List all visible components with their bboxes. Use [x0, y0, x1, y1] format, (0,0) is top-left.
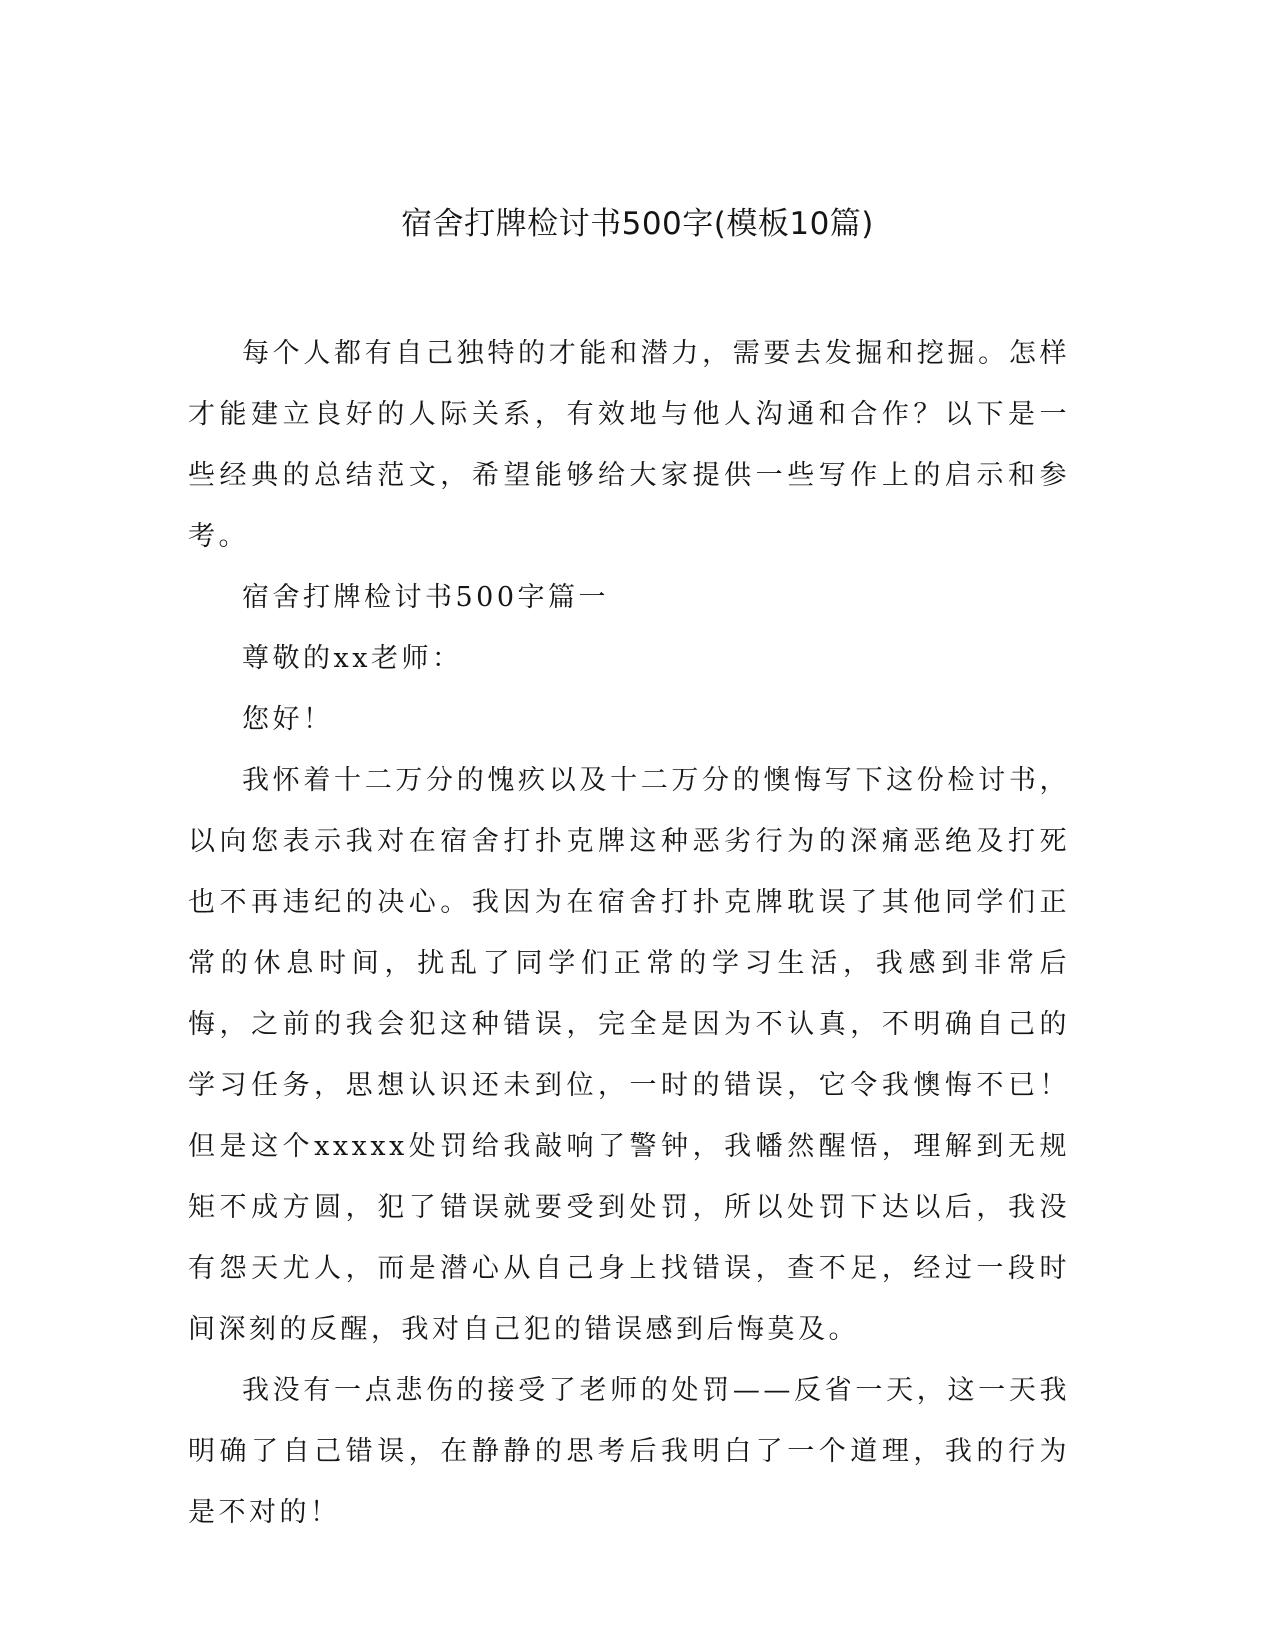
- body-paragraph: 我怀着十二万分的愧疚以及十二万分的懊悔写下这份检讨书，以向您表示我对在宿舍打扑克牌这种恶劣行为的深痛恶绝及打死也不再违纪的决心。我因为在宿舍打扑克牌耽误了其他同学们正常的休息时间，扰乱了同学们正常的学习生活，我感到非常后悔，之前的我会犯这种错误，完全是因为不认真，不明确自己的学习任务，思想认识还未到位，一时的错误，它令我懊悔不已！但是这个xxxxx处罚给我敲响了警钟，我幡然醒悟，理解到无规矩不成方圆，犯了错误就要受到处罚，所以处罚下达以后，我没有怨天尤人，而是潜心从自己身上找错误，查不足，经过一段时间深刻的反醒，我对自己犯的错误感到后悔莫及。: [188, 765, 1070, 1345]
- greeting: 您好！: [242, 704, 334, 735]
- intro-paragraph: 每个人都有自己独特的才能和潜力，需要去发掘和挖掘。怎样才能建立良好的人际关系，有效地与他人沟通和合作？以下是一些经典的总结范文，希望能够给大家提供一些写作上的启示和参考。: [188, 338, 1070, 552]
- document-body: [188, 323, 1070, 1543]
- section-heading: 宿舍打牌检讨书500字篇一: [242, 582, 610, 613]
- body-paragraph: 我没有一点悲伤的接受了老师的处罚——反省一天，这一天我明确了自己错误，在静静的思考后我明白了一个道理，我的行为是不对的！: [188, 1375, 1070, 1528]
- salutation: 尊敬的xx老师：: [242, 643, 463, 674]
- document-title: 宿舍打牌检讨书500字(模板10篇): [401, 206, 874, 242]
